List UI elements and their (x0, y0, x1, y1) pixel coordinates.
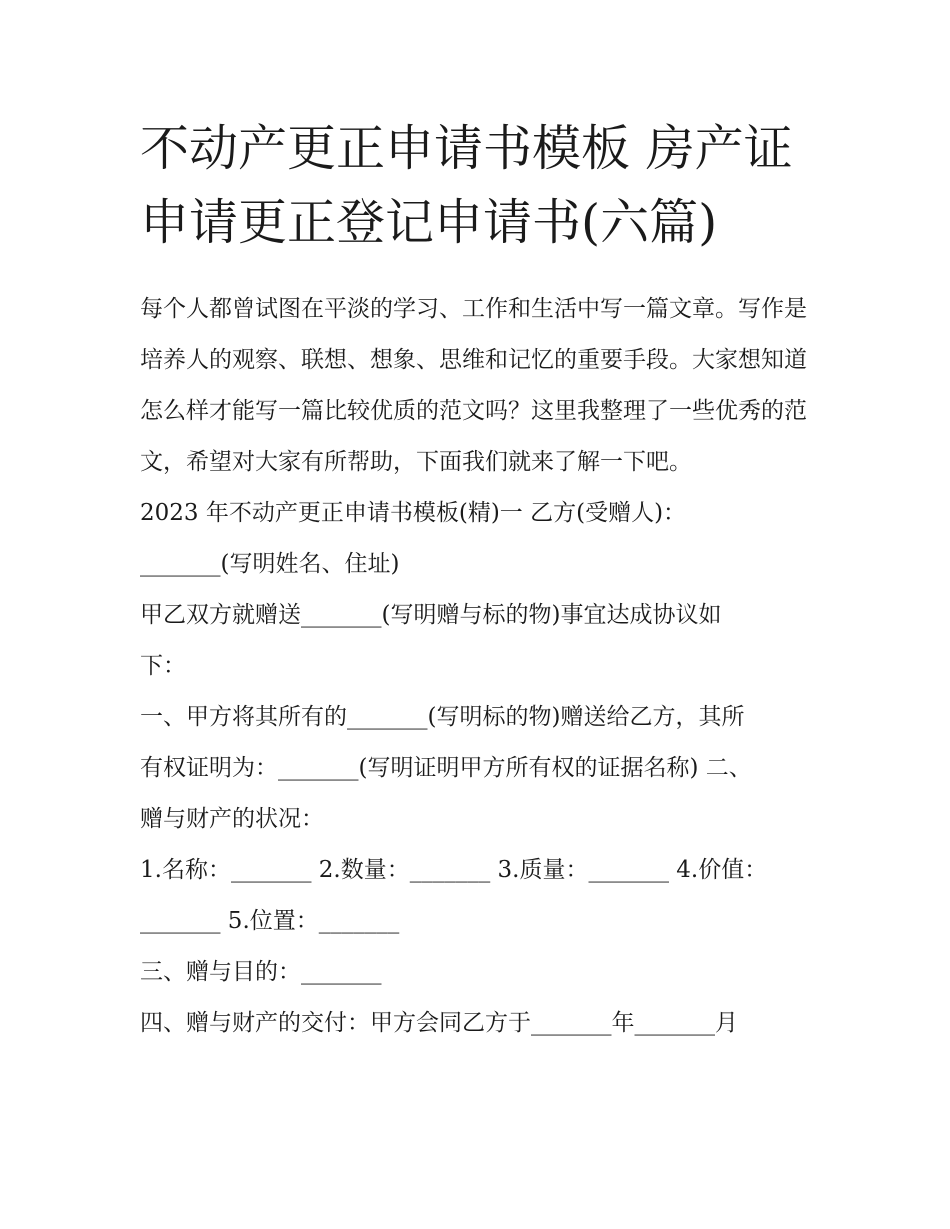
body-line: 1.名称：_______ 2.数量：_______ 3.质量：_______ 4.价值： (140, 857, 768, 883)
document-title: 不动产更正申请书模板 房产证申请更正登记申请书(六篇) (140, 120, 793, 251)
body-line: 赠与财产的状况： (140, 806, 324, 832)
agreement-body (140, 488, 812, 1049)
body-line: 四、赠与财产的交付：甲方会同乙方于_______年_______月 (140, 1010, 738, 1036)
body-line: _______(写明姓名、住址) (140, 551, 400, 577)
body-line: 有权证明为：_______(写明证明甲方所有权的证据名称) 二、 (140, 755, 752, 781)
body-line: 甲乙双方就赠送_______(写明赠与标的物)事宜达成协议如 (140, 602, 722, 628)
document-page (140, 112, 812, 1049)
body-line: _______ 5.位置：_______ (140, 908, 400, 934)
body-line: 三、赠与目的：_______ (140, 959, 382, 985)
body-line: 2023 年不动产更正申请书模板(精)一 乙方(受赠人)： (140, 500, 687, 526)
body-line: 一、甲方将其所有的_______(写明标的物)赠送给乙方，其所 (140, 704, 745, 730)
intro-paragraph: 每个人都曾试图在平淡的学习、工作和生活中写一篇文章。写作是培养人的观察、联想、想象、思维和记忆的重要手段。大家想知道怎么样才能写一篇比较优质的范文吗？这里我整理了一些优秀的范文，希望对大家有所帮助，下面我们就来了解一下吧。 (140, 296, 807, 475)
body-line: 下： (140, 653, 186, 679)
